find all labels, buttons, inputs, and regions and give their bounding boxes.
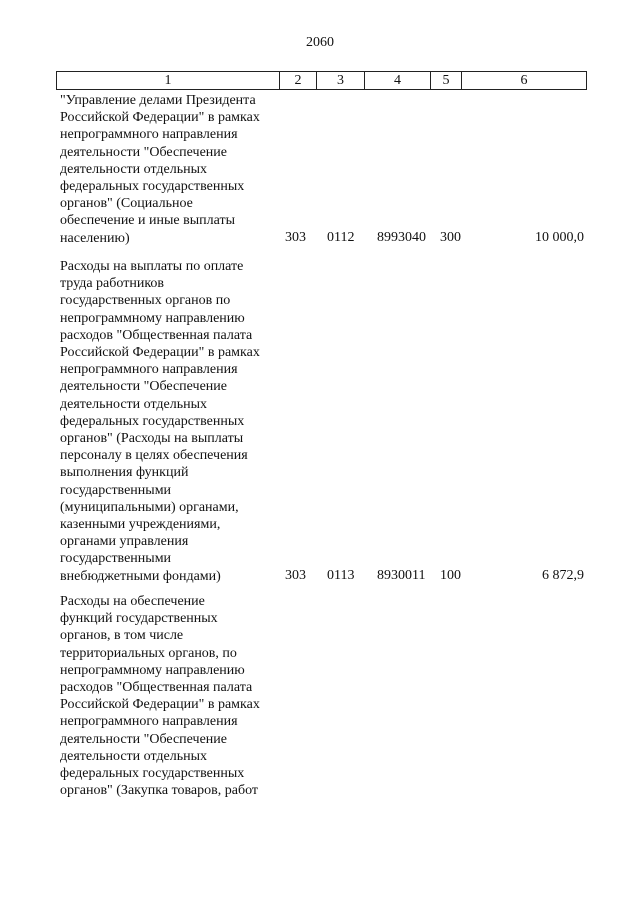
row-description: Расходы на выплаты по оплате труда работников государственных органов по непрограммному направлению расходов "Общественная палата Российской Федерации" в рамках непрограммного направления деятельности "Обеспечение деятельности отдельных федеральных государственных органов" (Расходы на выплаты персоналу в целях обеспечения выполнения функций государственными (муниципальными) органами, казенными учреждениями, органами управления государственными внебюджетными фондами) [60,259,260,584]
page-number: 2060 [306,35,334,50]
column-header-row [56,71,587,90]
row-section-code: 0112 [327,230,355,245]
row-expense-type-code: 100 [440,568,461,583]
table-row [0,92,640,252]
table-row [0,593,640,808]
row-grbs-code: 303 [285,568,306,583]
row-description: Расходы на обеспечение функций государственных органов, в том числе территориальных органов, по непрограммному направлению расходов "Общественная палата Российской Федерации" в рамках непрограммного направления деятельности "Обеспечение деятельности отдельных федеральных государственных органов" (Закупка товаров, работ [60,594,260,799]
row-section-code: 0113 [327,568,355,583]
column-header-1: 1 [57,72,280,90]
column-header-4: 4 [365,72,431,90]
row-description: "Управление делами Президента Российской Федерации" в рамках непрограммного направления деятельности "Обеспечение деятельности отдельных федеральных государственных органов" (Социальное обеспечение и иные выплаты населению) [60,93,260,246]
row-target-code: 8993040 [377,230,426,245]
column-header-2: 2 [280,72,317,90]
table-row [0,258,640,588]
row-amount: 10 000,0 [535,230,584,245]
row-expense-type-code: 300 [440,230,461,245]
column-header-3: 3 [317,72,365,90]
row-amount: 6 872,9 [542,568,584,583]
column-header-5: 5 [431,72,462,90]
row-target-code: 8930011 [377,568,426,583]
row-grbs-code: 303 [285,230,306,245]
column-header-6: 6 [462,72,587,90]
